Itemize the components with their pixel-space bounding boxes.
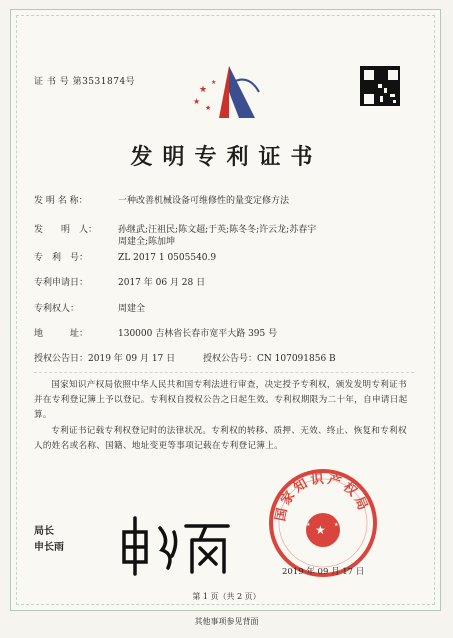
svg-text:★: ★ <box>306 522 311 528</box>
field-value: 周建全;陈加坤 <box>118 237 176 247</box>
svg-text:★: ★ <box>211 79 217 86</box>
field-label: 专利权人： <box>34 304 80 314</box>
field-patentee <box>34 303 418 316</box>
svg-text:★: ★ <box>199 85 208 95</box>
seal-date: 2019 年 09 月 17 日 <box>282 567 365 577</box>
qr-code <box>360 66 400 106</box>
certificate-number: 证 书 号 第3531874号 <box>34 77 136 87</box>
field-invention-name <box>34 195 418 208</box>
grant-date: 2019 年 09 月 17 日 <box>88 354 176 364</box>
grant-date-label: 授权公告日： <box>34 354 89 364</box>
field-value: 130000 吉林省长春市宽平大路 395 号 <box>118 329 278 339</box>
field-value: 周建全 <box>118 304 146 314</box>
field-label: 专利申请日： <box>34 278 89 288</box>
field-patent-no <box>34 252 418 265</box>
grant-no-label: 授权公告号： <box>203 354 258 364</box>
national-ipa-seal <box>268 468 378 578</box>
field-label <box>34 236 118 249</box>
legal-status-statement: 专利证书记载专利权登记时的法律状况。专利权的转移、质押、无效、终止、恢复和专利权人的姓名或名称、国籍、地址变更等事项记载在专利登记簿上。 <box>34 426 407 451</box>
field-label: 发 明 人： <box>34 225 98 235</box>
field-label: 发 明 名 称： <box>34 196 88 206</box>
svg-text:★: ★ <box>205 104 212 112</box>
certificate-title: 发明专利证书 <box>130 144 323 170</box>
field-value: ZL 2017 1 0505540.9 <box>118 253 217 263</box>
page-number: 第 1 页（共 2 页） <box>192 592 261 601</box>
field-value: 一种改善机械设备可维修性的量变定修方法 <box>118 196 290 206</box>
field-value: 孙继武;汪祖民;陈文超;于英;陈冬冬;许云龙;苏春宇 <box>118 225 317 235</box>
director-name: 申长雨 <box>34 542 64 553</box>
footer-note: 其他事项参见背面 <box>194 617 259 626</box>
svg-text:★: ★ <box>334 522 339 528</box>
field-inventors-cont <box>34 236 418 249</box>
svg-text:★: ★ <box>193 97 201 106</box>
field-value: 2017 年 06 月 28 日 <box>118 278 206 288</box>
grant-no: CN 107091856 B <box>257 354 336 364</box>
grant-statement: 国家知识产权局依照中华人民共和国专利法进行审查，决定授予专利权，颁发发明专利证书并在专利登记簿上予以登记。专利权自授权公告之日起生效。专利权期限为二十年，自申请日起算。 <box>34 380 408 420</box>
grant-info-row <box>34 353 336 366</box>
patent-office-emblem-icon <box>189 62 267 124</box>
director-signature-icon <box>116 510 236 580</box>
director-title: 局长 <box>34 526 54 537</box>
divider <box>34 372 414 373</box>
field-address <box>34 328 418 341</box>
field-application-date <box>34 277 418 290</box>
seal-text: 国家知识产权局 <box>273 471 372 523</box>
svg-text:★: ★ <box>315 523 326 537</box>
field-label: 专 利 号： <box>34 253 89 263</box>
field-label: 地 址： <box>34 329 89 339</box>
